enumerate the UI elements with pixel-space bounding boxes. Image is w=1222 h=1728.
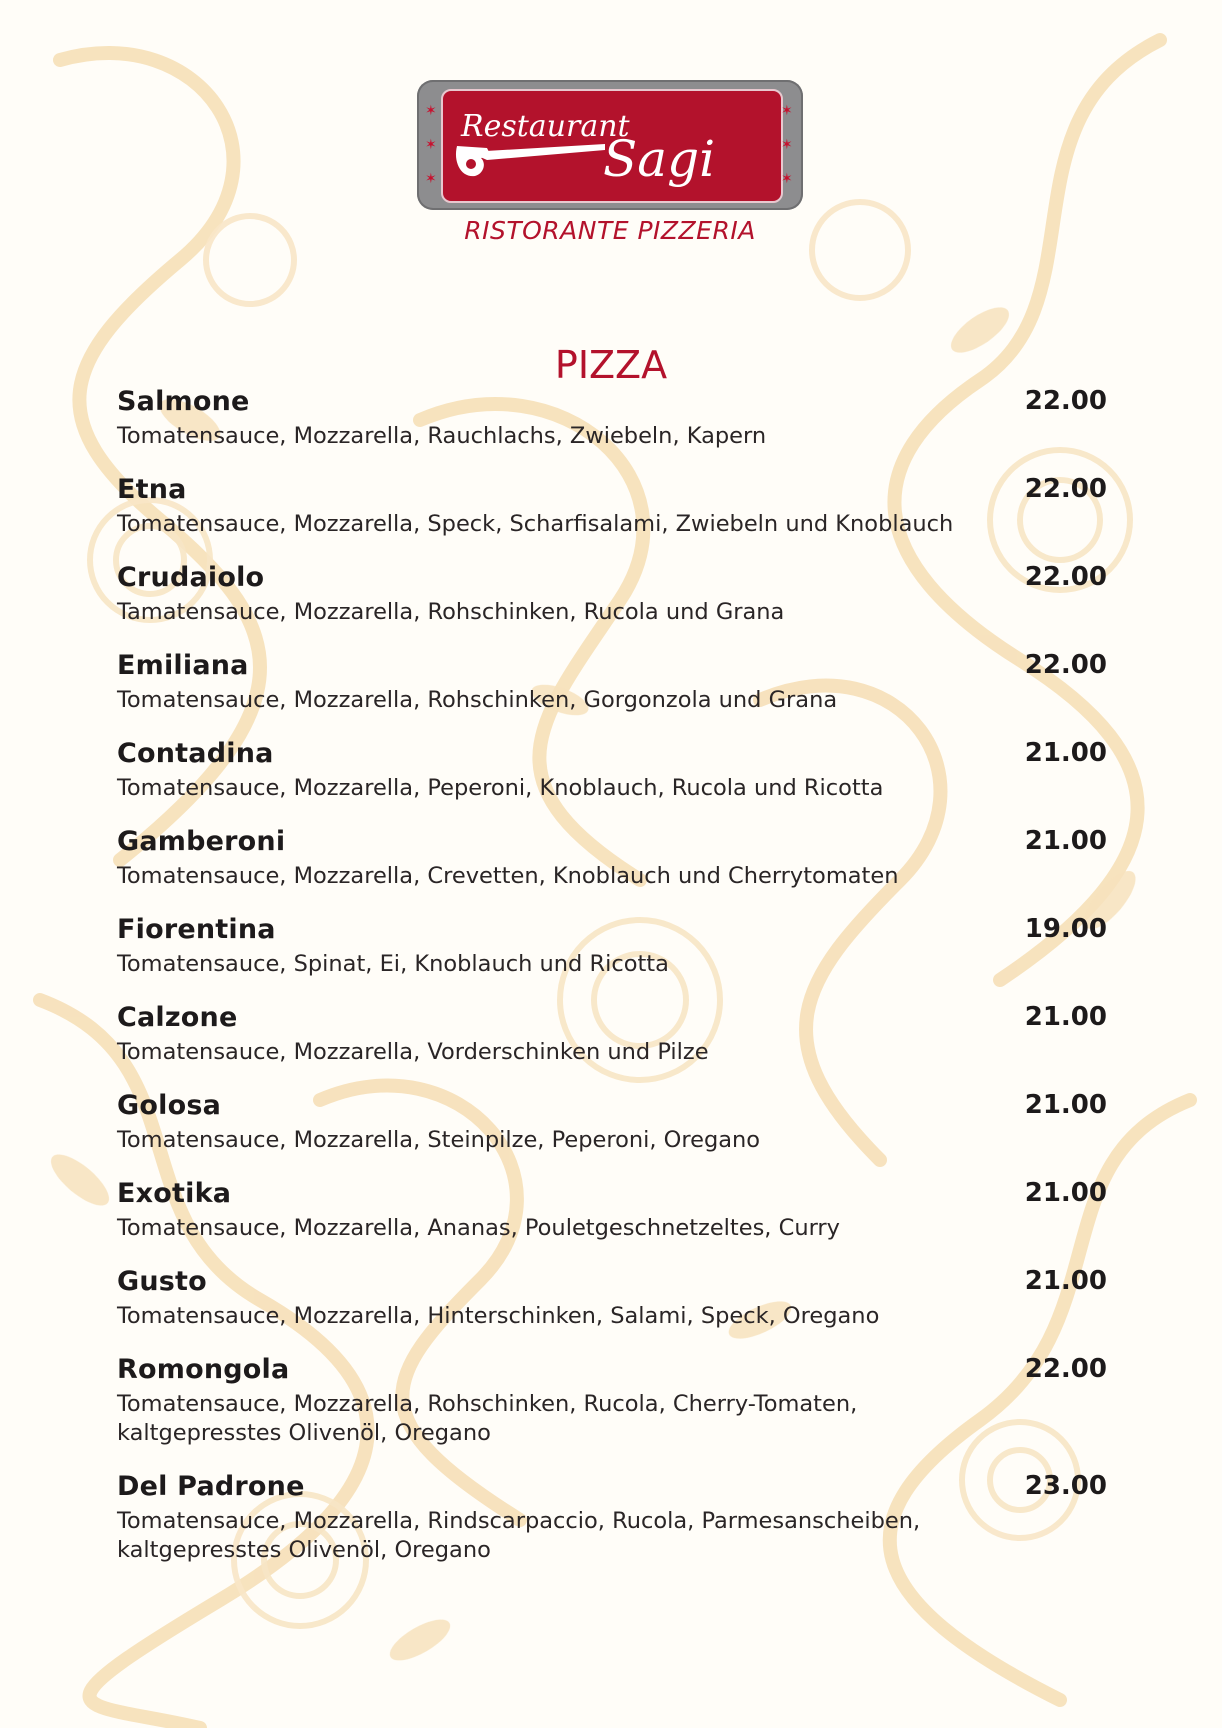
section-title: PIZZA (554, 343, 668, 388)
item-price: 21.00 (1024, 1178, 1107, 1208)
svg-text:Sagi: Sagi (603, 130, 716, 188)
star-icon: ✶ (425, 171, 437, 187)
item-name: Salmone (117, 386, 250, 417)
item-name: Exotika (117, 1178, 232, 1209)
menu-item (117, 562, 1107, 627)
item-description: Tomatensauce, Mozzarella, Ananas, Pouletgeschnetzeltes, Curry (117, 1215, 840, 1241)
item-description: Tamatensauce, Mozzarella, Rohschinken, Rucola und Grana (117, 599, 785, 625)
menu-item (117, 650, 1107, 715)
item-price: 21.00 (1024, 826, 1107, 856)
item-name: Golosa (117, 1090, 222, 1121)
menu-item (117, 386, 1107, 451)
item-price: 22.00 (1024, 386, 1107, 416)
star-icon: ✶ (781, 137, 793, 153)
item-description: Tomatensauce, Mozzarella, Steinpilze, Peperoni, Oregano (117, 1127, 761, 1153)
restaurant-logo (417, 80, 803, 210)
item-name: Emiliana (117, 650, 249, 681)
logo-wordmark (417, 80, 803, 210)
item-price: 21.00 (1024, 738, 1107, 768)
item-name: Del Padrone (117, 1471, 305, 1502)
menu-list (117, 386, 1107, 1588)
menu-item (117, 738, 1107, 803)
star-icon: ✶ (781, 171, 793, 187)
item-description: Tomatensauce, Spinat, Ei, Knoblauch und Ricotta (117, 951, 669, 977)
item-name: Contadina (117, 738, 274, 769)
item-description: Tomatensauce, Mozzarella, Peperoni, Knoblauch, Rucola und Ricotta (117, 775, 884, 801)
item-price: 21.00 (1024, 1002, 1107, 1032)
item-price: 22.00 (1024, 474, 1107, 504)
item-name: Romongola (117, 1354, 290, 1385)
item-name: Gamberoni (117, 826, 286, 857)
item-description: Tomatensauce, Mozzarella, Hinterschinken, Salami, Speck, Oregano (117, 1303, 880, 1329)
menu-item (117, 1471, 1107, 1565)
item-price: 21.00 (1024, 1090, 1107, 1120)
menu-item (117, 1354, 1107, 1448)
item-price: 23.00 (1024, 1471, 1107, 1501)
item-name: Etna (117, 474, 187, 505)
item-price: 22.00 (1024, 1354, 1107, 1384)
item-description: Tomatensauce, Mozzarella, Rindscarpaccio, Rucola, Parmesanscheiben, kaltgepresstes Olivenöl, Oregano (117, 1508, 921, 1563)
menu-item (117, 1090, 1107, 1155)
item-description: Tomatensauce, Mozzarella, Rohschinken, Rucola, Cherry-Tomaten, kaltgepresstes Olivenöl, Oregano (117, 1391, 858, 1446)
item-name: Gusto (117, 1266, 207, 1297)
star-icon: ✶ (425, 137, 437, 153)
menu-item (117, 474, 1107, 539)
item-description: Tomatensauce, Mozzarella, Speck, Scharfisalami, Zwiebeln und Knoblauch (117, 511, 954, 537)
star-icon: ✶ (425, 103, 437, 119)
item-price: 19.00 (1024, 914, 1107, 944)
menu-item (117, 914, 1107, 979)
menu-item (117, 1002, 1107, 1067)
svg-text:Restaurant: Restaurant (461, 109, 630, 144)
menu-item (117, 1178, 1107, 1243)
star-icon: ✶ (781, 103, 793, 119)
item-description: Tomatensauce, Mozzarella, Crevetten, Knoblauch und Cherrytomaten (117, 863, 899, 889)
item-price: 22.00 (1024, 650, 1107, 680)
item-price: 22.00 (1024, 562, 1107, 592)
item-price: 21.00 (1024, 1266, 1107, 1296)
item-name: Calzone (117, 1002, 238, 1033)
saw-icon (456, 144, 605, 176)
item-name: Crudaiolo (117, 562, 265, 593)
menu-item (117, 826, 1107, 891)
item-description: Tomatensauce, Mozzarella, Vorderschinken und Pilze (117, 1039, 709, 1065)
item-description: Tomatensauce, Mozzarella, Rauchlachs, Zwiebeln, Kapern (117, 423, 767, 449)
item-description: Tomatensauce, Mozzarella, Rohschinken, Gorgonzola und Grana (117, 687, 838, 713)
restaurant-subtitle: RISTORANTE PIZZERIA (464, 216, 756, 245)
menu-item (117, 1266, 1107, 1331)
item-name: Fiorentina (117, 914, 276, 945)
